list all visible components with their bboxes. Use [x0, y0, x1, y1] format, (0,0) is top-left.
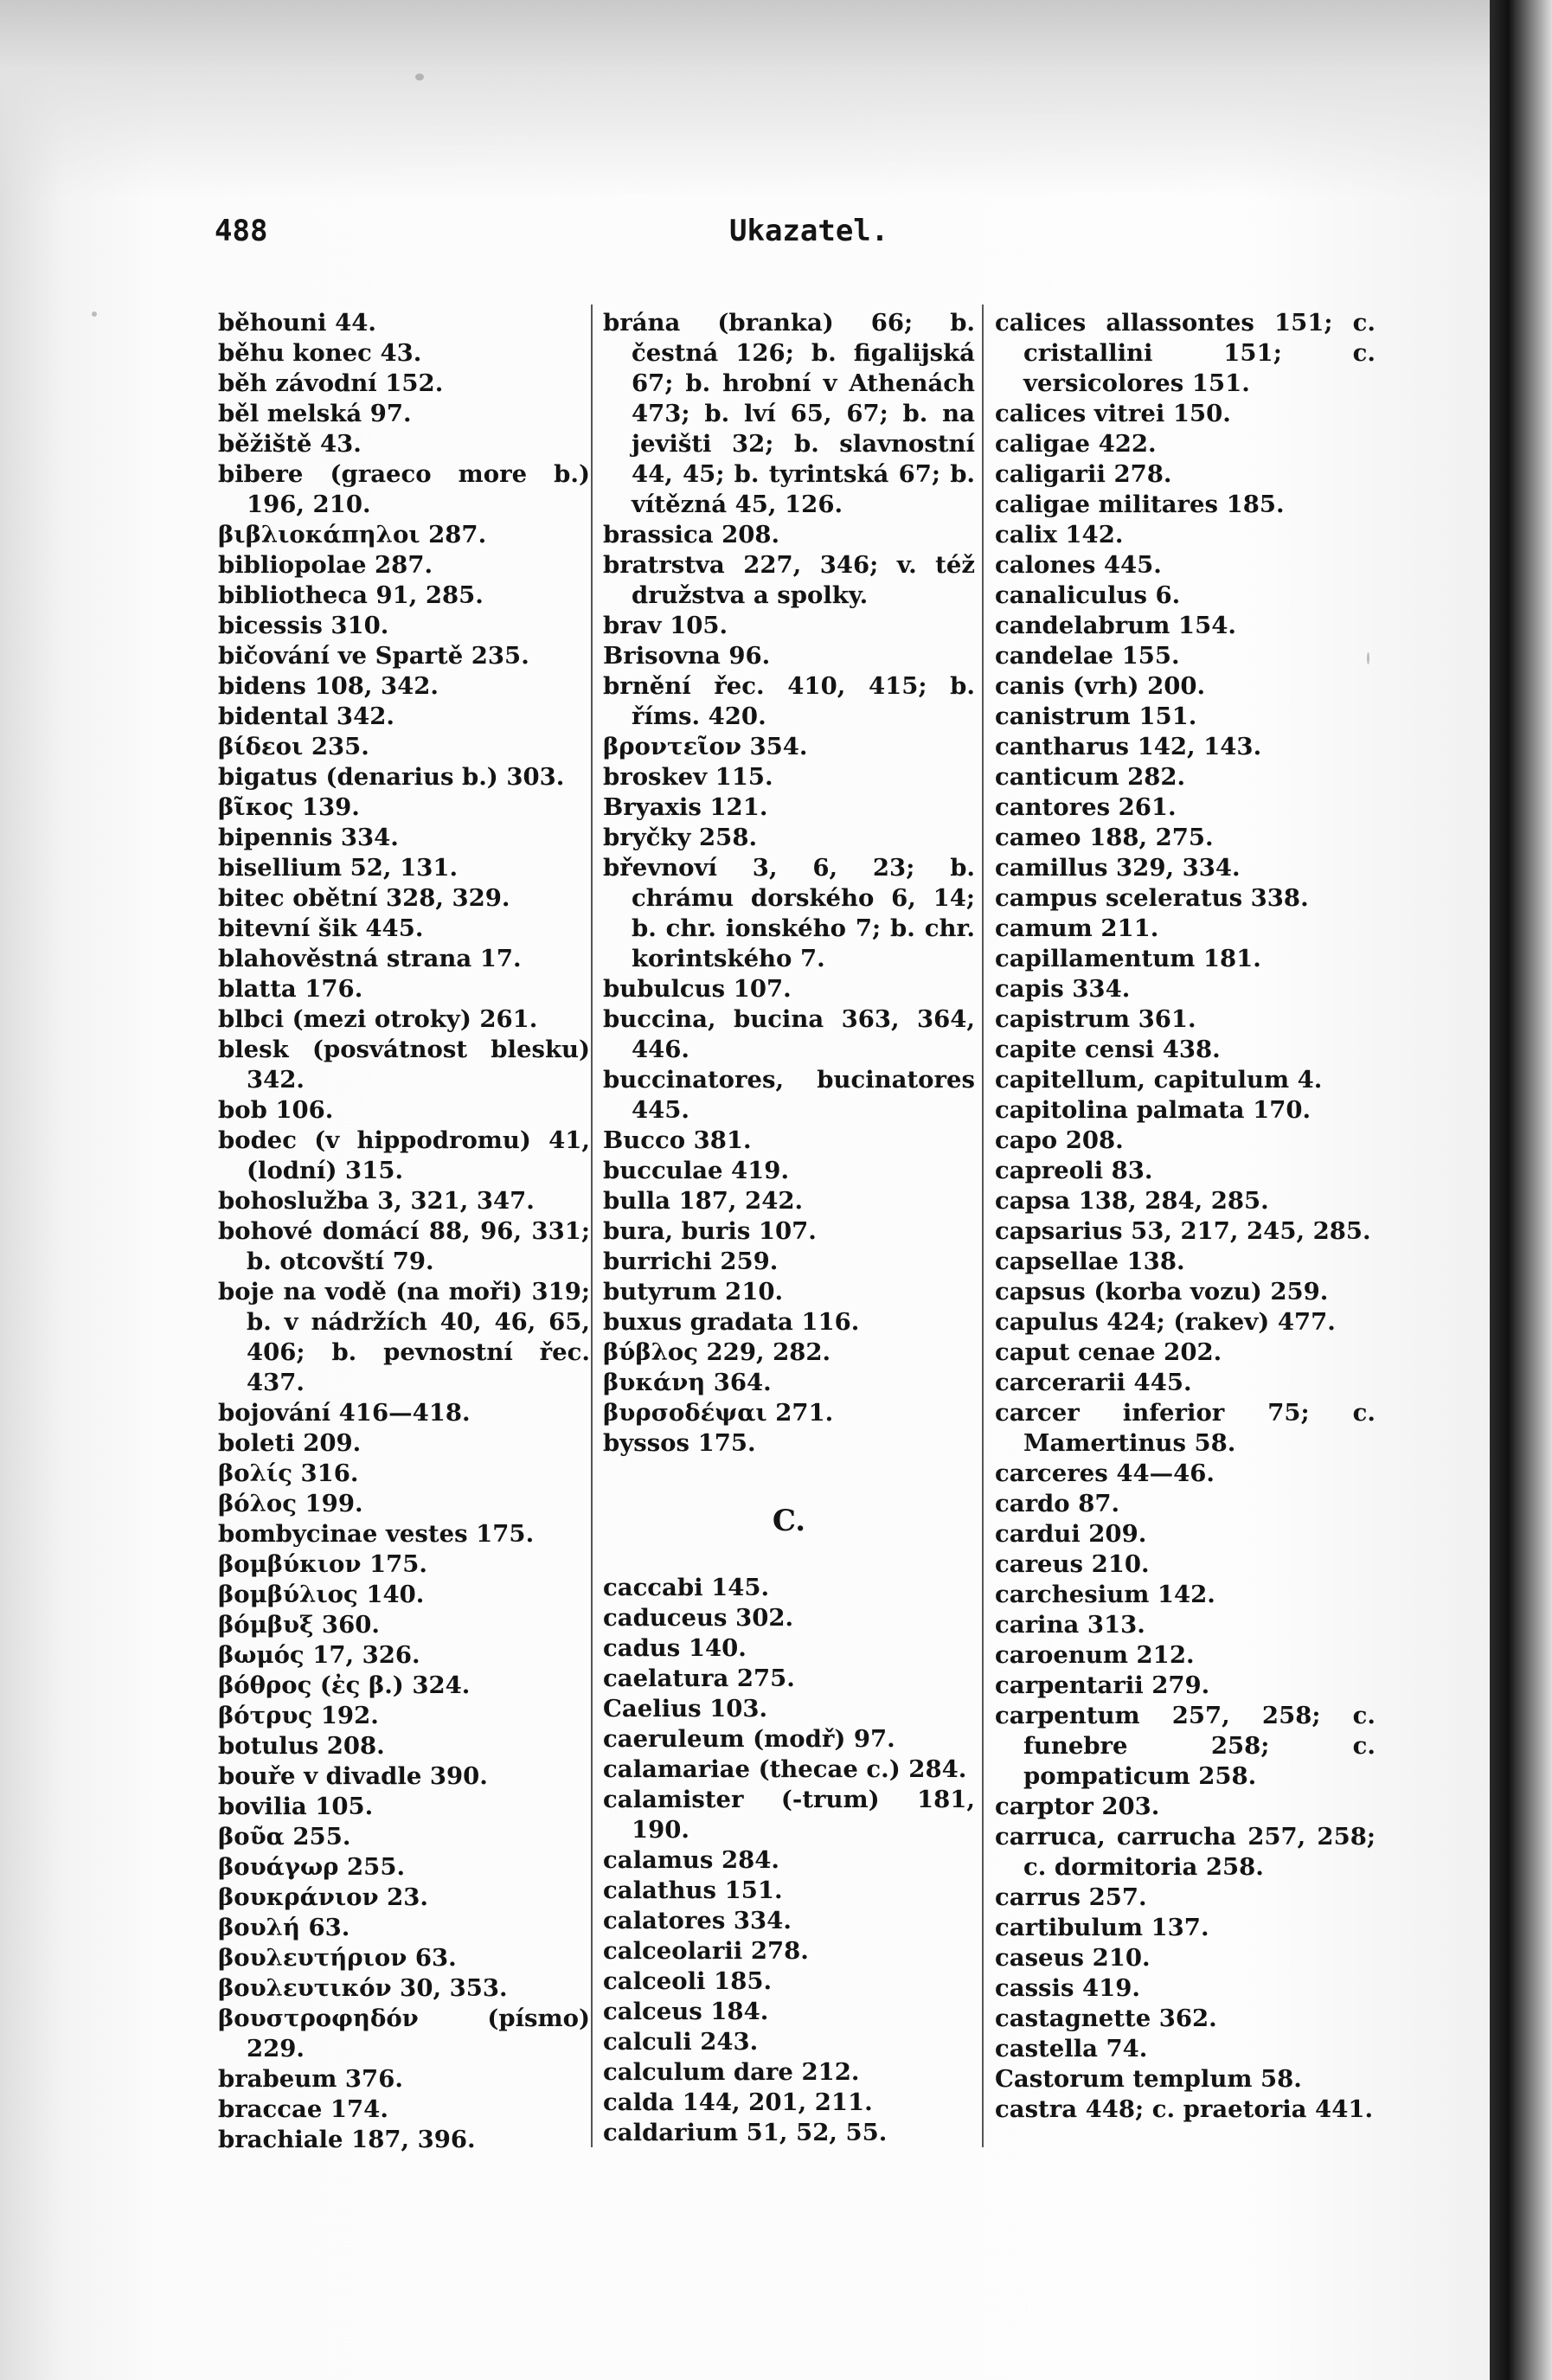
index-entry: bidens 108, 342.: [218, 672, 439, 700]
index-entry: caput cenae 202.: [995, 1338, 1222, 1366]
index-entry: burrichi 259.: [603, 1248, 779, 1275]
index-entry: brav 105.: [603, 612, 728, 639]
index-entry: candelae 155.: [995, 642, 1180, 670]
index-entry: βόλος 199.: [218, 1490, 363, 1517]
index-entry: carptor 203.: [995, 1793, 1160, 1820]
index-entry: carruca, carrucha 257, 258; c. dormitoria 258.: [995, 1823, 1376, 1881]
index-entry: capulus 424; (rakev) 477.: [995, 1308, 1336, 1336]
ink-speck: [92, 311, 97, 317]
index-entry: boleti 209.: [218, 1429, 362, 1457]
index-entry: břevnoví 3, 6, 23; b. chrámu dorského 6, 14; b. chr. ionského 7; b. chr. korintského 7.: [603, 854, 975, 972]
index-entry: běh závodní 152.: [218, 369, 444, 397]
page-header: [215, 214, 1478, 257]
section-heading-c: C.: [772, 1504, 806, 1538]
index-entry: canaliculus 6.: [995, 581, 1181, 609]
index-entry: capsus (korba vozu) 259.: [995, 1278, 1329, 1305]
index-entry: cartibulum 137.: [995, 1914, 1209, 1941]
index-entry: castagnette 362.: [995, 2005, 1217, 2032]
index-entry: carrus 257.: [995, 1883, 1147, 1911]
index-entry: caroenum 212.: [995, 1641, 1195, 1669]
index-entry: capillamentum 181.: [995, 945, 1261, 972]
index-entry: bob 106.: [218, 1096, 334, 1124]
index-entries-b: [603, 308, 975, 1459]
index-entry: βίδεοι 235.: [218, 733, 369, 760]
index-entry: carcerarii 445.: [995, 1369, 1192, 1396]
index-entry: βουστροφηδόν (písmo) 229.: [218, 2005, 590, 2062]
index-entry: calones 445.: [995, 551, 1162, 579]
index-entry: calculi 243.: [603, 2028, 759, 2056]
index-entry: bojování 416—418.: [218, 1399, 471, 1427]
index-entry: camillus 329, 334.: [995, 854, 1241, 882]
index-entry: carceres 44—46.: [995, 1459, 1215, 1487]
index-entry: butyrum 210.: [603, 1278, 784, 1305]
index-entry: bidental 342.: [218, 702, 394, 730]
index-entry: castra 448; c. praetoria 441.: [995, 2095, 1374, 2123]
page-number: 488: [215, 214, 268, 248]
index-entry: bouře v divadle 390.: [218, 1762, 488, 1790]
index-entry: capsellae 138.: [995, 1248, 1185, 1275]
index-entry: carcer inferior 75; c. Mamertinus 58.: [995, 1399, 1376, 1457]
index-entry: calix 142.: [995, 521, 1124, 548]
index-entry: caduceus 302.: [603, 1604, 794, 1632]
index-entry: cardui 209.: [995, 1520, 1147, 1548]
running-title: Ukazatel.: [729, 214, 889, 248]
index-entry: botulus 208.: [218, 1732, 385, 1760]
index-entries-c: [603, 1573, 975, 2148]
index-entry: brána (branka) 66; b. čestná 126; b. figalijská 67; b. hrobní v Athenách 473; b. lví 65, 67; b. na jevišti 32; b. slavnostní 44, 45; b. tyrintská 67; b. vítězná 45, 126.: [603, 309, 975, 518]
index-entry: bratrstva 227, 346; v. též družstva a spolky.: [603, 551, 975, 609]
index-entry: bipennis 334.: [218, 824, 399, 851]
index-entry: cantharus 142, 143.: [995, 733, 1262, 760]
index-entry: camum 211.: [995, 914, 1159, 942]
index-entry: buccina, bucina 363, 364, 446.: [603, 1005, 975, 1063]
index-entry: bičování ve Spartě 235.: [218, 642, 529, 670]
index-entry: capo 208.: [995, 1126, 1124, 1154]
index-entry: brassica 208.: [603, 521, 780, 548]
index-column-1: [218, 308, 590, 2155]
index-entry: carchesium 142.: [995, 1581, 1215, 1608]
index-entry: bitec obětní 328, 329.: [218, 884, 510, 912]
index-entry: běl melská 97.: [218, 400, 412, 427]
index-entry: cardo 87.: [995, 1490, 1120, 1517]
index-entry: candelabrum 154.: [995, 612, 1236, 639]
index-entry: cadus 140.: [603, 1634, 747, 1662]
index-entry: bubulcus 107.: [603, 975, 792, 1003]
index-entry: calceoli 185.: [603, 1967, 773, 1995]
index-entry: bitevní šik 445.: [218, 914, 424, 942]
index-entry: calceus 184.: [603, 1998, 769, 2025]
index-entry: calathus 151.: [603, 1876, 783, 1904]
index-entry: βομβύλιος 140.: [218, 1581, 425, 1608]
page-top-shading: [0, 0, 1552, 199]
index-entry: cantores 261.: [995, 793, 1177, 821]
index-entry: běžiště 43.: [218, 430, 362, 458]
index-entry: βουλευτικόν 30, 353.: [218, 1974, 508, 2002]
index-entry: canis (vrh) 200.: [995, 672, 1206, 700]
index-entry: careus 210.: [995, 1550, 1150, 1578]
book-spine-edge: [1490, 0, 1552, 2380]
index-entry: caeruleum (modř) 97.: [603, 1725, 895, 1753]
index-entry: βροντεῖον 354.: [603, 733, 808, 760]
index-column-3: [995, 308, 1376, 2125]
column-divider: [591, 305, 593, 2147]
index-entry: cameo 188, 275.: [995, 824, 1214, 851]
index-entry: běhu konec 43.: [218, 339, 422, 367]
index-entry: bombycinae vestes 175.: [218, 1520, 535, 1548]
index-entry: brachiale 187, 396.: [218, 2126, 476, 2153]
index-entry: Brisovna 96.: [603, 642, 771, 670]
index-entry: βουκράνιον 23.: [218, 1883, 428, 1911]
index-entry: buccinatores, bucinatores 445.: [603, 1066, 975, 1124]
column-divider: [982, 305, 984, 2147]
index-entry: buxus gradata 116.: [603, 1308, 860, 1336]
index-entry: caligarii 278.: [995, 460, 1172, 488]
index-entry: blatta 176.: [218, 975, 363, 1003]
index-entry: byssos 175.: [603, 1429, 756, 1457]
index-entry: Bryaxis 121.: [603, 793, 768, 821]
index-entry: βουλευτήριον 63.: [218, 1944, 457, 1972]
index-entry: βολίς 316.: [218, 1459, 359, 1487]
index-entry: běhouni 44.: [218, 309, 376, 337]
index-entry: βουλή 63.: [218, 1914, 350, 1941]
index-entry: blbci (mezi otroky) 261.: [218, 1005, 538, 1033]
index-entry: castella 74.: [995, 2035, 1148, 2062]
index-entry: carina 313.: [995, 1611, 1145, 1639]
index-entry: blesk (posvátnost blesku) 342.: [218, 1036, 590, 1094]
index-entry: boje na vodě (na moři) 319; b. v nádržích 40, 46, 65, 406; b. pevnostní řec. 437.: [218, 1278, 590, 1396]
index-entry: capite censi 438.: [995, 1036, 1221, 1063]
index-entry: calatores 334.: [603, 1907, 792, 1934]
index-entry: capreoli 83.: [995, 1157, 1153, 1184]
index-entry: bigatus (denarius b.) 303.: [218, 763, 565, 791]
index-entry: bohové domácí 88, 96, 331; b. otcovští 79.: [218, 1217, 590, 1275]
index-entry: bicessis 310.: [218, 612, 389, 639]
index-entry: capitolina palmata 170.: [995, 1096, 1312, 1124]
index-entry: campus sceleratus 338.: [995, 884, 1309, 912]
index-entry: capsarius 53, 217, 245, 285.: [995, 1217, 1371, 1245]
index-entry: calamariae (thecae c.) 284.: [603, 1755, 967, 1783]
index-entry: cassis 419.: [995, 1974, 1141, 2002]
index-entry: βιβλιοκάπηλοι 287.: [218, 521, 487, 548]
index-entry: calices vitrei 150.: [995, 400, 1231, 427]
index-entry: carpentarii 279.: [995, 1671, 1210, 1699]
index-entry: βῖκος 139.: [218, 793, 360, 821]
index-entry: βόθρος (ἐς β.) 324.: [218, 1671, 471, 1699]
index-entry: caligae militares 185.: [995, 491, 1285, 518]
index-entry: bodec (v hippodromu) 41, (lodní) 315.: [218, 1126, 590, 1184]
index-entry: βυκάνη 364.: [603, 1369, 772, 1396]
index-entry: calices allassontes 151; c. cristallini 151; c. versicolores 151.: [995, 309, 1376, 397]
index-entry: βυρσοδέψαι 271.: [603, 1399, 834, 1427]
index-entry: βουάγωρ 255.: [218, 1853, 406, 1881]
index-entry: Bucco 381.: [603, 1126, 752, 1154]
index-entry: βωμός 17, 326.: [218, 1641, 420, 1669]
index-entry: bibere (graeco more b.) 196, 210.: [218, 460, 590, 518]
index-entry: bohoslužba 3, 321, 347.: [218, 1187, 535, 1215]
index-entry: braccae 174.: [218, 2095, 388, 2123]
index-entry: capsa 138, 284, 285.: [995, 1187, 1269, 1215]
index-entry: carpentum 257, 258; c. funebre 258; c. pompaticum 258.: [995, 1702, 1376, 1790]
index-entry: βύβλος 229, 282.: [603, 1338, 831, 1366]
index-entry: caelatura 275.: [603, 1665, 795, 1692]
index-entry: capitellum, capitulum 4.: [995, 1066, 1323, 1094]
index-entry: calamus 284.: [603, 1846, 779, 1874]
index-entry: capistrum 361.: [995, 1005, 1196, 1033]
ink-speck: [415, 74, 424, 80]
index-entry: calculum dare 212.: [603, 2058, 860, 2086]
index-entry: caldarium 51, 52, 55.: [603, 2119, 888, 2146]
index-entry: brabeum 376.: [218, 2065, 403, 2093]
index-entry: caccabi 145.: [603, 1574, 770, 1601]
index-entry: βοῦα 255.: [218, 1823, 351, 1851]
index-entry: bibliopolae 287.: [218, 551, 433, 579]
index-entry: caseus 210.: [995, 1944, 1151, 1972]
index-entry: Caelius 103.: [603, 1695, 768, 1722]
index-entry: calamister (-trum) 181, 190.: [603, 1786, 975, 1844]
index-entry: βότρυς 192.: [218, 1702, 379, 1729]
index-entry: blahověstná strana 17.: [218, 945, 522, 972]
index-entry: bryčky 258.: [603, 824, 758, 851]
index-column-2: [603, 308, 975, 2148]
index-entry: canistrum 151.: [995, 702, 1197, 730]
index-entry: calceolarii 278.: [603, 1937, 809, 1965]
index-entry: bisellium 52, 131.: [218, 854, 459, 882]
index-entry: βομβύκιον 175.: [218, 1550, 427, 1578]
index-entry: caligae 422.: [995, 430, 1157, 458]
index-entry: bucculae 419.: [603, 1157, 790, 1184]
index-entry: capis 334.: [995, 975, 1131, 1003]
index-entry: bovilia 105.: [218, 1793, 374, 1820]
index-entry: Castorum templum 58.: [995, 2065, 1302, 2093]
index-entry: βόμβυξ 360.: [218, 1611, 380, 1639]
index-entry: bura, buris 107.: [603, 1217, 817, 1245]
index-entry: brnění řec. 410, 415; b. říms. 420.: [603, 672, 975, 730]
index-entry: bulla 187, 242.: [603, 1187, 804, 1215]
index-entry: bibliotheca 91, 285.: [218, 581, 484, 609]
index-entry: canticum 282.: [995, 763, 1186, 791]
index-entry: broskev 115.: [603, 763, 773, 791]
index-entry: calda 144, 201, 211.: [603, 2088, 873, 2116]
